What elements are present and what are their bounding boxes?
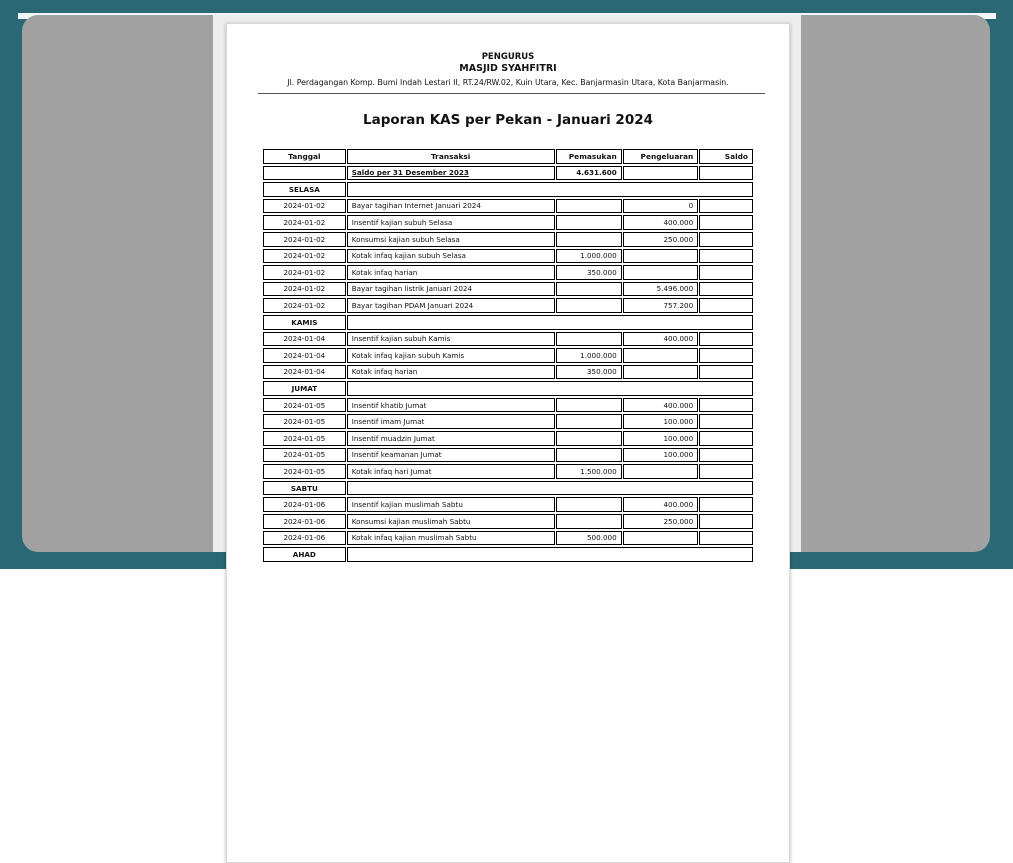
- cell-transaksi: Bayar tagihan PDAM Januari 2024: [347, 298, 555, 313]
- pdf-viewer-panel: [22, 15, 990, 559]
- header-divider: [258, 93, 765, 94]
- cell-pengeluaran: [623, 249, 698, 264]
- cell-transaksi: Kotak infaq kajian subuh Selasa: [347, 249, 555, 264]
- cell-saldo: [699, 497, 753, 512]
- cell-transaksi: Kotak infaq harian: [347, 265, 555, 280]
- cell-pemasukan: [556, 514, 622, 529]
- cell-pemasukan: [556, 431, 622, 446]
- cell-saldo: [699, 464, 753, 479]
- org-name-line2: MASJID SYAHFITRI: [459, 63, 557, 75]
- cell-pengeluaran: 100.000: [623, 448, 698, 463]
- cell-pemasukan: 1.000.000: [556, 249, 622, 264]
- cell-transaksi: Insentif imam Jumat: [347, 414, 555, 429]
- day-label: KAMIS: [263, 315, 346, 330]
- cell-transaksi: Bayar tagihan Internet Januari 2024: [347, 199, 555, 214]
- table-row: [263, 448, 753, 463]
- cell-pemasukan: [556, 282, 622, 297]
- cell-transaksi: Insentif kajian subuh Kamis: [347, 332, 555, 347]
- table-row: [263, 398, 753, 413]
- col-header-pemasukan: Pemasukan: [556, 149, 622, 164]
- cell-transaksi: Insentif kajian subuh Selasa: [347, 215, 555, 230]
- col-header-saldo: Saldo: [699, 149, 753, 164]
- report-title: Laporan KAS per Pekan - Januari 2024: [362, 111, 653, 128]
- section-spacer-cell: [347, 547, 753, 562]
- cell-pemasukan: 350.000: [556, 365, 622, 380]
- cell-pemasukan: 1.500.000: [556, 464, 622, 479]
- cell-pemasukan: 1.000.000: [556, 348, 622, 363]
- cell-tanggal: 2024-01-06: [263, 497, 346, 512]
- cell-transaksi: Insentif keamanan Jumat: [347, 448, 555, 463]
- cell-pengeluaran: 100.000: [623, 431, 698, 446]
- cell-tanggal: 2024-01-05: [263, 464, 346, 479]
- cell-pemasukan: [556, 298, 622, 313]
- kas-table: [262, 147, 754, 564]
- cell-transaksi: Kotak infaq harian: [347, 365, 555, 380]
- day-label: JUMAT: [263, 381, 346, 396]
- cell-tanggal: 2024-01-02: [263, 215, 346, 230]
- cell-pemasukan: 350.000: [556, 265, 622, 280]
- cell-pemasukan: [556, 332, 622, 347]
- cell-tanggal: [263, 166, 346, 181]
- cell-pengeluaran: 400.000: [623, 332, 698, 347]
- cell-saldo: [699, 232, 753, 247]
- cell-tanggal: 2024-01-05: [263, 414, 346, 429]
- table-row: [263, 531, 753, 546]
- cell-tanggal: 2024-01-04: [263, 365, 346, 380]
- table-header-row: [263, 149, 753, 164]
- cell-tanggal: 2024-01-06: [263, 514, 346, 529]
- cell-saldo: [699, 431, 753, 446]
- table-row: [263, 215, 753, 230]
- day-section-row: [263, 381, 753, 396]
- cell-transaksi: Konsumsi kajian subuh Selasa: [347, 232, 555, 247]
- col-header-transaksi: Transaksi: [347, 149, 555, 164]
- cell-saldo: [699, 514, 753, 529]
- cell-saldo: [699, 332, 753, 347]
- cell-pengeluaran: 0: [623, 199, 698, 214]
- cell-tanggal: 2024-01-06: [263, 531, 346, 546]
- cell-saldo: [699, 298, 753, 313]
- org-name-line1: PENGURUS: [481, 52, 535, 62]
- cell-pengeluaran: 100.000: [623, 414, 698, 429]
- section-spacer-cell: [347, 315, 753, 330]
- cell-pemasukan: [556, 199, 622, 214]
- cell-pengeluaran: [623, 464, 698, 479]
- table-row: [263, 298, 753, 313]
- day-section-row: [263, 182, 753, 197]
- cell-pemasukan: [556, 215, 622, 230]
- document-scroll-area[interactable]: [213, 15, 801, 559]
- cell-transaksi: Kotak infaq kajian subuh Kamis: [347, 348, 555, 363]
- cell-pengeluaran: 250.000: [623, 514, 698, 529]
- opening-balance-row: [263, 166, 753, 181]
- cell-pengeluaran: 5.496.000: [623, 282, 698, 297]
- cell-pengeluaran: 400.000: [623, 497, 698, 512]
- cell-saldo: [699, 531, 753, 546]
- day-label: SABTU: [263, 481, 346, 496]
- cell-transaksi: Kotak infaq hari Jumat: [347, 464, 555, 479]
- table-row: [263, 464, 753, 479]
- cell-saldo: [699, 249, 753, 264]
- cell-saldo: [699, 448, 753, 463]
- section-spacer-cell: [347, 481, 753, 496]
- cell-tanggal: 2024-01-02: [263, 232, 346, 247]
- cell-tanggal: 2024-01-05: [263, 448, 346, 463]
- cell-saldo: [699, 265, 753, 280]
- cell-pengeluaran: [623, 365, 698, 380]
- cell-tanggal: 2024-01-02: [263, 298, 346, 313]
- table-row: [263, 232, 753, 247]
- cell-saldo: [699, 414, 753, 429]
- cell-tanggal: 2024-01-02: [263, 249, 346, 264]
- table-row: [263, 497, 753, 512]
- cell-saldo: [699, 199, 753, 214]
- table-row: [263, 199, 753, 214]
- cell-tanggal: 2024-01-02: [263, 282, 346, 297]
- cell-transaksi: Saldo per 31 Desember 2023: [347, 166, 555, 181]
- day-label: SELASA: [263, 182, 346, 197]
- table-row: [263, 514, 753, 529]
- cell-transaksi: Insentif khatib Jumat: [347, 398, 555, 413]
- col-header-pengeluaran: Pengeluaran: [623, 149, 698, 164]
- day-section-row: [263, 315, 753, 330]
- cell-tanggal: 2024-01-05: [263, 431, 346, 446]
- cell-transaksi: Kotak infaq kajian muslimah Sabtu: [347, 531, 555, 546]
- cell-tanggal: 2024-01-04: [263, 332, 346, 347]
- table-row: [263, 431, 753, 446]
- section-spacer-cell: [347, 182, 753, 197]
- cell-tanggal: 2024-01-05: [263, 398, 346, 413]
- cell-pemasukan: [556, 398, 622, 413]
- cell-saldo: [699, 398, 753, 413]
- cell-transaksi: Konsumsi kajian muslimah Sabtu: [347, 514, 555, 529]
- table-row: [263, 348, 753, 363]
- cell-pengeluaran: [623, 531, 698, 546]
- cell-saldo: [699, 166, 753, 181]
- cell-pemasukan: [556, 414, 622, 429]
- table-row: [263, 265, 753, 280]
- cell-pemasukan: [556, 497, 622, 512]
- cell-tanggal: 2024-01-02: [263, 265, 346, 280]
- cell-pengeluaran: 400.000: [623, 215, 698, 230]
- cell-saldo: [699, 215, 753, 230]
- table-row: [263, 414, 753, 429]
- document-page: [226, 23, 790, 863]
- day-section-row: [263, 547, 753, 562]
- cell-transaksi: Bayar tagihan listrik Januari 2024: [347, 282, 555, 297]
- org-address: Jl. Perdagangan Komp. Bumi Indah Lestari II, RT.24/RW.02, Kuin Utara, Kec. Banjarmasin Utara, Kota Banjarmasin.: [287, 77, 729, 87]
- cell-saldo: [699, 282, 753, 297]
- cell-pengeluaran: 400.000: [623, 398, 698, 413]
- cell-pengeluaran: [623, 265, 698, 280]
- cell-saldo: [699, 365, 753, 380]
- day-label: AHAD: [263, 547, 346, 562]
- cell-pengeluaran: 757.200: [623, 298, 698, 313]
- cell-pemasukan: 500.000: [556, 531, 622, 546]
- cell-pemasukan: [556, 448, 622, 463]
- table-row: [263, 282, 753, 297]
- cell-pengeluaran: [623, 348, 698, 363]
- section-spacer-cell: [347, 381, 753, 396]
- cell-transaksi: Insentif kajian muslimah Sabtu: [347, 497, 555, 512]
- cell-tanggal: 2024-01-04: [263, 348, 346, 363]
- day-section-row: [263, 481, 753, 496]
- cell-transaksi: Insentif muadzin Jumat: [347, 431, 555, 446]
- col-header-tanggal: Tanggal: [263, 149, 346, 164]
- table-row: [263, 365, 753, 380]
- table-row: [263, 249, 753, 264]
- cell-pemasukan: [556, 232, 622, 247]
- cell-tanggal: 2024-01-02: [263, 199, 346, 214]
- table-row: [263, 332, 753, 347]
- cell-pemasukan: 4.631.600: [556, 166, 622, 181]
- cell-pengeluaran: 250.000: [623, 232, 698, 247]
- cell-saldo: [699, 348, 753, 363]
- cell-pengeluaran: [623, 166, 698, 181]
